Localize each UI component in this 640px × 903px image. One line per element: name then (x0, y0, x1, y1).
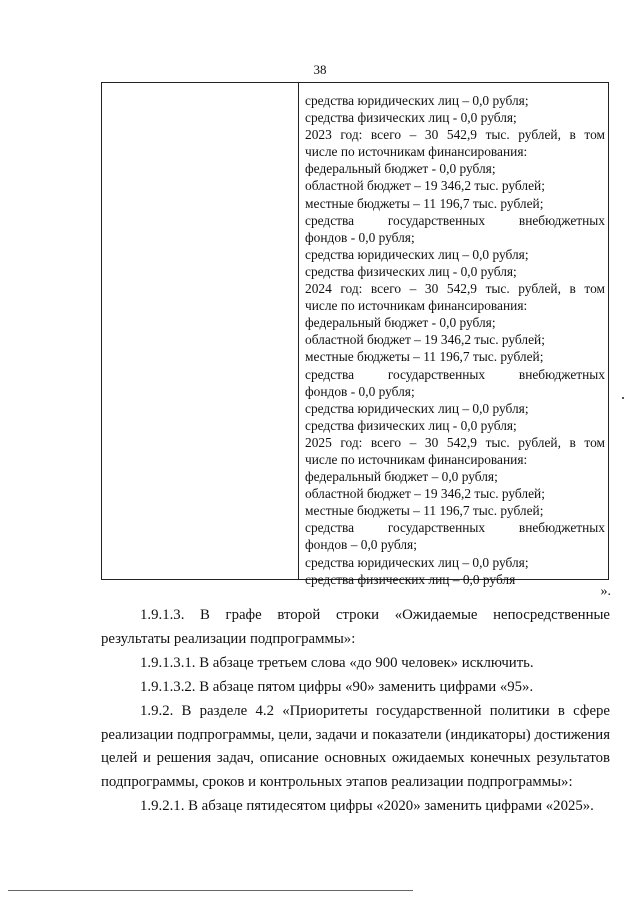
funding-line: числе по источникам финансирования: (305, 451, 528, 467)
funding-line: средства юридических лиц – 0,0 рубля; (305, 554, 529, 570)
funding-line: 2025 год: всего – 30 542,9 тыс. рублей, в том (305, 434, 605, 450)
funding-line: местные бюджеты – 11 196,7 тыс. рублей; (305, 503, 544, 519)
scan-artifact-dot (622, 397, 624, 399)
funding-line: 2023 год: всего – 30 542,9 тыс. рублей, в том (305, 127, 605, 143)
funding-line: средства физических лиц - 0,0 рубля; (305, 417, 517, 433)
funding-line: фондов - 0,0 рубля; (305, 229, 415, 245)
funding-line: средства государственных внебюджетных (305, 212, 605, 228)
paragraph-1-9-1-3-1: 1.9.1.3.1. В абзаце третьем слова «до 900 человек» исключить. (140, 654, 534, 671)
funding-line: фондов – 0,0 рубля; (305, 537, 417, 553)
closing-quote: ». (600, 584, 611, 599)
funding-line: федеральный бюджет – 0,0 рубля; (305, 469, 498, 485)
funding-line: средства юридических лиц – 0,0 рубля; (305, 400, 529, 416)
funding-line: средства юридических лиц – 0,0 рубля; (305, 93, 529, 108)
funding-line: числе по источникам финансирования: (305, 298, 528, 314)
funding-line: местные бюджеты – 11 196,7 тыс. рублей; (305, 195, 544, 211)
funding-line: средства юридических лиц – 0,0 рубля; (305, 246, 529, 262)
funding-line: средства физических лиц – 0,0 рубля (305, 571, 516, 587)
funding-line: федеральный бюджет - 0,0 рубля; (305, 161, 496, 177)
funding-line: областной бюджет – 19 346,2 тыс. рублей; (305, 178, 545, 194)
funding-line: местные бюджеты – 11 196,7 тыс. рублей; (305, 349, 544, 365)
funding-line: средства государственных внебюджетных (305, 366, 605, 382)
column-divider (298, 83, 299, 579)
budget-table (101, 82, 609, 587)
paragraph-1-9-1-3-2: 1.9.1.3.2. В абзаце пятом цифры «90» заменить цифрами «95». (140, 678, 534, 695)
funding-line: областной бюджет – 19 346,2 тыс. рублей; (305, 332, 545, 348)
funding-line: федеральный бюджет - 0,0 рубля; (305, 315, 496, 331)
paragraph-1-9-2: 1.9.2. В разделе 4.2 «Приоритеты государственной политики в сфере реализации подпрограммы, цели, задачи и показатели (индикаторы) достижения целей и решения задач, описание основных ожидаемых конечных результатов подпрограммы, сроков и контрольных этапов реализации подпрограммы»: (101, 702, 610, 791)
funding-line: 2024 год: всего – 30 542,9 тыс. рублей, в том (305, 281, 605, 297)
paragraph-1-9-2-1: 1.9.2.1. В абзаце пятидесятом цифры «2020» заменить цифрами «2025». (140, 798, 594, 815)
document-body (101, 604, 610, 819)
page-number: 38 (313, 62, 327, 77)
funding-line: средства физических лиц - 0,0 рубля; (305, 110, 517, 126)
funding-cell-text (305, 92, 605, 588)
paragraph-1-9-1-3: 1.9.1.3. В графе второй строки «Ожидаемые непосредственные результаты реализации подпрограммы»: (101, 607, 610, 647)
funding-line: областной бюджет – 19 346,2 тыс. рублей; (305, 486, 545, 502)
funding-line: фондов - 0,0 рубля; (305, 383, 415, 399)
funding-line: средства государственных внебюджетных (305, 520, 605, 536)
funding-line: числе по источникам финансирования: (305, 144, 528, 160)
footer-rule (8, 890, 413, 891)
funding-line: средства физических лиц - 0,0 рубля; (305, 263, 517, 279)
